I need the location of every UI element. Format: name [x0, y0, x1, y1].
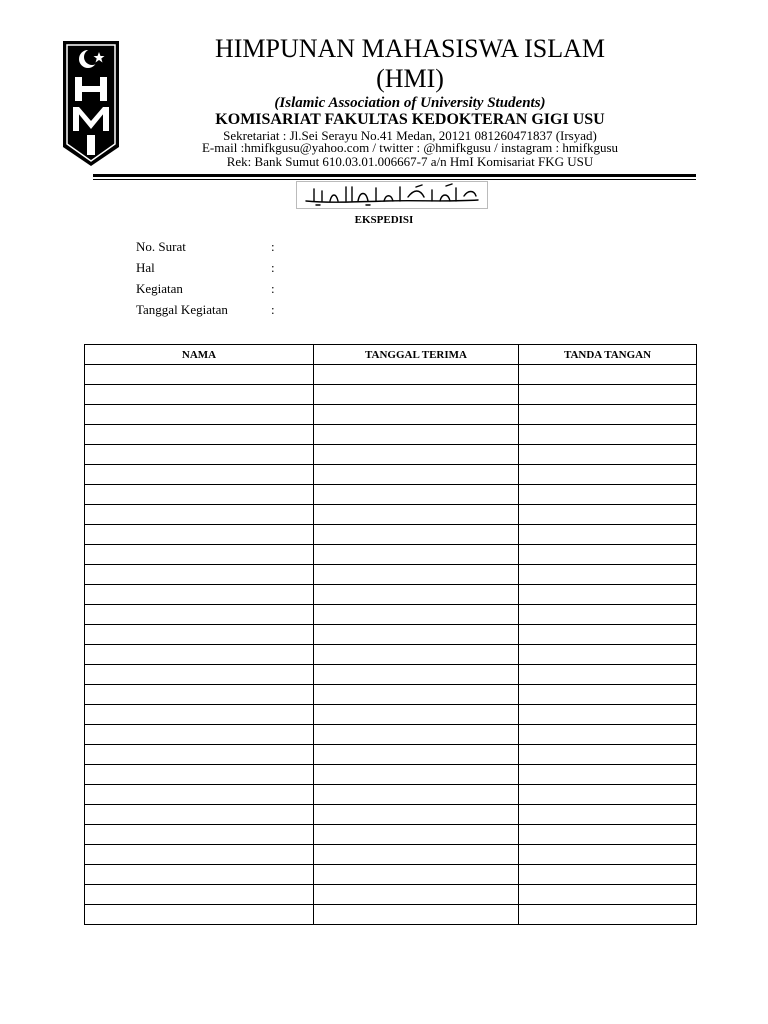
document-title: EKSPEDISI	[354, 214, 414, 226]
org-english-name: (Islamic Association of University Students)	[274, 95, 546, 111]
tanggal-terima-cell[interactable]	[314, 845, 519, 865]
tanda-tangan-cell[interactable]	[519, 485, 697, 505]
nama-cell[interactable]	[85, 525, 314, 545]
table-row	[85, 765, 697, 785]
tanggal-terima-cell[interactable]	[314, 785, 519, 805]
column-header-tanda-tangan: TANDA TANGAN	[519, 345, 697, 365]
basmala-calligraphy	[296, 181, 488, 209]
tanda-tangan-cell[interactable]	[519, 365, 697, 385]
table-row	[85, 525, 697, 545]
tanda-tangan-cell[interactable]	[519, 465, 697, 485]
nama-cell[interactable]	[85, 625, 314, 645]
nama-cell[interactable]	[85, 765, 314, 785]
table-row	[85, 365, 697, 385]
nama-cell[interactable]	[85, 465, 314, 485]
nama-cell[interactable]	[85, 845, 314, 865]
nama-cell[interactable]	[85, 645, 314, 665]
table-row	[85, 885, 697, 905]
nama-cell[interactable]	[85, 405, 314, 425]
field-label-no-surat: No. Surat	[136, 239, 186, 254]
table-row	[85, 645, 697, 665]
tanda-tangan-cell[interactable]	[519, 705, 697, 725]
field-separator: :	[271, 281, 275, 296]
nama-cell[interactable]	[85, 585, 314, 605]
table-row	[85, 425, 697, 445]
table-row	[85, 585, 697, 605]
tanda-tangan-cell[interactable]	[519, 825, 697, 845]
tanggal-terima-cell[interactable]	[314, 365, 519, 385]
tanda-tangan-cell[interactable]	[519, 765, 697, 785]
header-rule-thick	[93, 174, 696, 177]
nama-cell[interactable]	[85, 805, 314, 825]
tanggal-terima-cell[interactable]	[314, 725, 519, 745]
nama-cell[interactable]	[85, 445, 314, 465]
tanda-tangan-cell[interactable]	[519, 625, 697, 645]
tanda-tangan-cell[interactable]	[519, 745, 697, 765]
table-row	[85, 845, 697, 865]
tanda-tangan-cell[interactable]	[519, 805, 697, 825]
tanggal-terima-cell[interactable]	[314, 585, 519, 605]
table-row	[85, 465, 697, 485]
org-name: HIMPUNAN MAHASISWA ISLAM	[214, 34, 606, 63]
table-row	[85, 485, 697, 505]
tanda-tangan-cell[interactable]	[519, 665, 697, 685]
table-row	[85, 745, 697, 765]
address-line: Sekretariat : Jl.Sei Serayu No.41 Medan, 20121 081260471837 (Irsyad)	[223, 128, 597, 143]
nama-cell[interactable]	[85, 825, 314, 845]
tanda-tangan-cell[interactable]	[519, 505, 697, 525]
table-row	[85, 565, 697, 585]
column-header-tanggal-terima: TANGGAL TERIMA	[314, 345, 519, 365]
tanda-tangan-cell[interactable]	[519, 845, 697, 865]
nama-cell[interactable]	[85, 365, 314, 385]
table-row	[85, 905, 697, 925]
org-abbreviation: (HMI)	[376, 64, 444, 93]
contacts-line: E-mail :hmifkgusu@yahoo.com / twitter : @hmifkgusu / instagram : hmifkgusu	[201, 140, 619, 155]
tanda-tangan-cell[interactable]	[519, 385, 697, 405]
table-row	[85, 445, 697, 465]
table-row	[85, 705, 697, 725]
table-header-row	[85, 345, 697, 365]
table-row	[85, 825, 697, 845]
field-label-kegiatan: Kegiatan	[136, 281, 183, 296]
tanda-tangan-cell[interactable]	[519, 645, 697, 665]
nama-cell[interactable]	[85, 425, 314, 445]
tanda-tangan-cell[interactable]	[519, 445, 697, 465]
hmi-logo	[61, 37, 121, 168]
tanggal-terima-cell[interactable]	[314, 385, 519, 405]
nama-cell[interactable]	[85, 705, 314, 725]
tanggal-terima-cell[interactable]	[314, 705, 519, 725]
nama-cell[interactable]	[85, 665, 314, 685]
tanggal-terima-cell[interactable]	[314, 485, 519, 505]
table-row	[85, 665, 697, 685]
tanda-tangan-cell[interactable]	[519, 905, 697, 925]
tanggal-terima-cell[interactable]	[314, 505, 519, 525]
bank-line: Rek: Bank Sumut 610.03.01.006667-7 a/n HmI Komisariat FKG USU	[226, 154, 594, 169]
nama-cell[interactable]	[85, 565, 314, 585]
nama-cell[interactable]	[85, 605, 314, 625]
tanda-tangan-cell[interactable]	[519, 405, 697, 425]
nama-cell[interactable]	[85, 725, 314, 745]
nama-cell[interactable]	[85, 905, 314, 925]
nama-cell[interactable]	[85, 885, 314, 905]
column-header-nama: NAMA	[85, 345, 314, 365]
field-label-tanggal-kegiatan: Tanggal Kegiatan	[136, 302, 228, 317]
table-row	[85, 685, 697, 705]
field-separator: :	[271, 239, 275, 254]
tanggal-terima-cell[interactable]	[314, 905, 519, 925]
tanda-tangan-cell[interactable]	[519, 785, 697, 805]
nama-cell[interactable]	[85, 785, 314, 805]
tanggal-terima-cell[interactable]	[314, 745, 519, 765]
table-row	[85, 625, 697, 645]
tanggal-terima-cell[interactable]	[314, 765, 519, 785]
tanggal-terima-cell[interactable]	[314, 465, 519, 485]
tanggal-terima-cell[interactable]	[314, 825, 519, 845]
tanggal-terima-cell[interactable]	[314, 425, 519, 445]
branch-name: KOMISARIAT FAKULTAS KEDOKTERAN GIGI USU	[215, 111, 605, 128]
tanggal-terima-cell[interactable]	[314, 405, 519, 425]
tanda-tangan-cell[interactable]	[519, 585, 697, 605]
tanggal-terima-cell[interactable]	[314, 685, 519, 705]
tanda-tangan-cell[interactable]	[519, 525, 697, 545]
table-row	[85, 505, 697, 525]
field-label-hal: Hal	[136, 260, 155, 275]
table-row	[85, 725, 697, 745]
field-separator: :	[271, 260, 275, 275]
nama-cell[interactable]	[85, 505, 314, 525]
nama-cell[interactable]	[85, 485, 314, 505]
tanggal-terima-cell[interactable]	[314, 645, 519, 665]
tanggal-terima-cell[interactable]	[314, 545, 519, 565]
tanggal-terima-cell[interactable]	[314, 805, 519, 825]
field-separator: :	[271, 302, 275, 317]
table-row	[85, 405, 697, 425]
tanda-tangan-cell[interactable]	[519, 605, 697, 625]
tanggal-terima-cell[interactable]	[314, 445, 519, 465]
tanda-tangan-cell[interactable]	[519, 565, 697, 585]
tanda-tangan-cell[interactable]	[519, 685, 697, 705]
nama-cell[interactable]	[85, 545, 314, 565]
nama-cell[interactable]	[85, 745, 314, 765]
expedition-table	[84, 344, 697, 925]
table-row	[85, 385, 697, 405]
nama-cell[interactable]	[85, 865, 314, 885]
tanggal-terima-cell[interactable]	[314, 885, 519, 905]
tanggal-terima-cell[interactable]	[314, 865, 519, 885]
nama-cell[interactable]	[85, 685, 314, 705]
table-row	[85, 605, 697, 625]
tanda-tangan-cell[interactable]	[519, 545, 697, 565]
table-body	[85, 365, 697, 925]
table-row	[85, 865, 697, 885]
tanggal-terima-cell[interactable]	[314, 525, 519, 545]
tanggal-terima-cell[interactable]	[314, 605, 519, 625]
table-row	[85, 785, 697, 805]
tanda-tangan-cell[interactable]	[519, 885, 697, 905]
tanggal-terima-cell[interactable]	[314, 625, 519, 645]
tanggal-terima-cell[interactable]	[314, 565, 519, 585]
tanda-tangan-cell[interactable]	[519, 865, 697, 885]
tanda-tangan-cell[interactable]	[519, 725, 697, 745]
table-row	[85, 545, 697, 565]
table-row	[85, 805, 697, 825]
nama-cell[interactable]	[85, 385, 314, 405]
tanda-tangan-cell[interactable]	[519, 425, 697, 445]
tanggal-terima-cell[interactable]	[314, 665, 519, 685]
header-rule-thin	[93, 179, 696, 180]
